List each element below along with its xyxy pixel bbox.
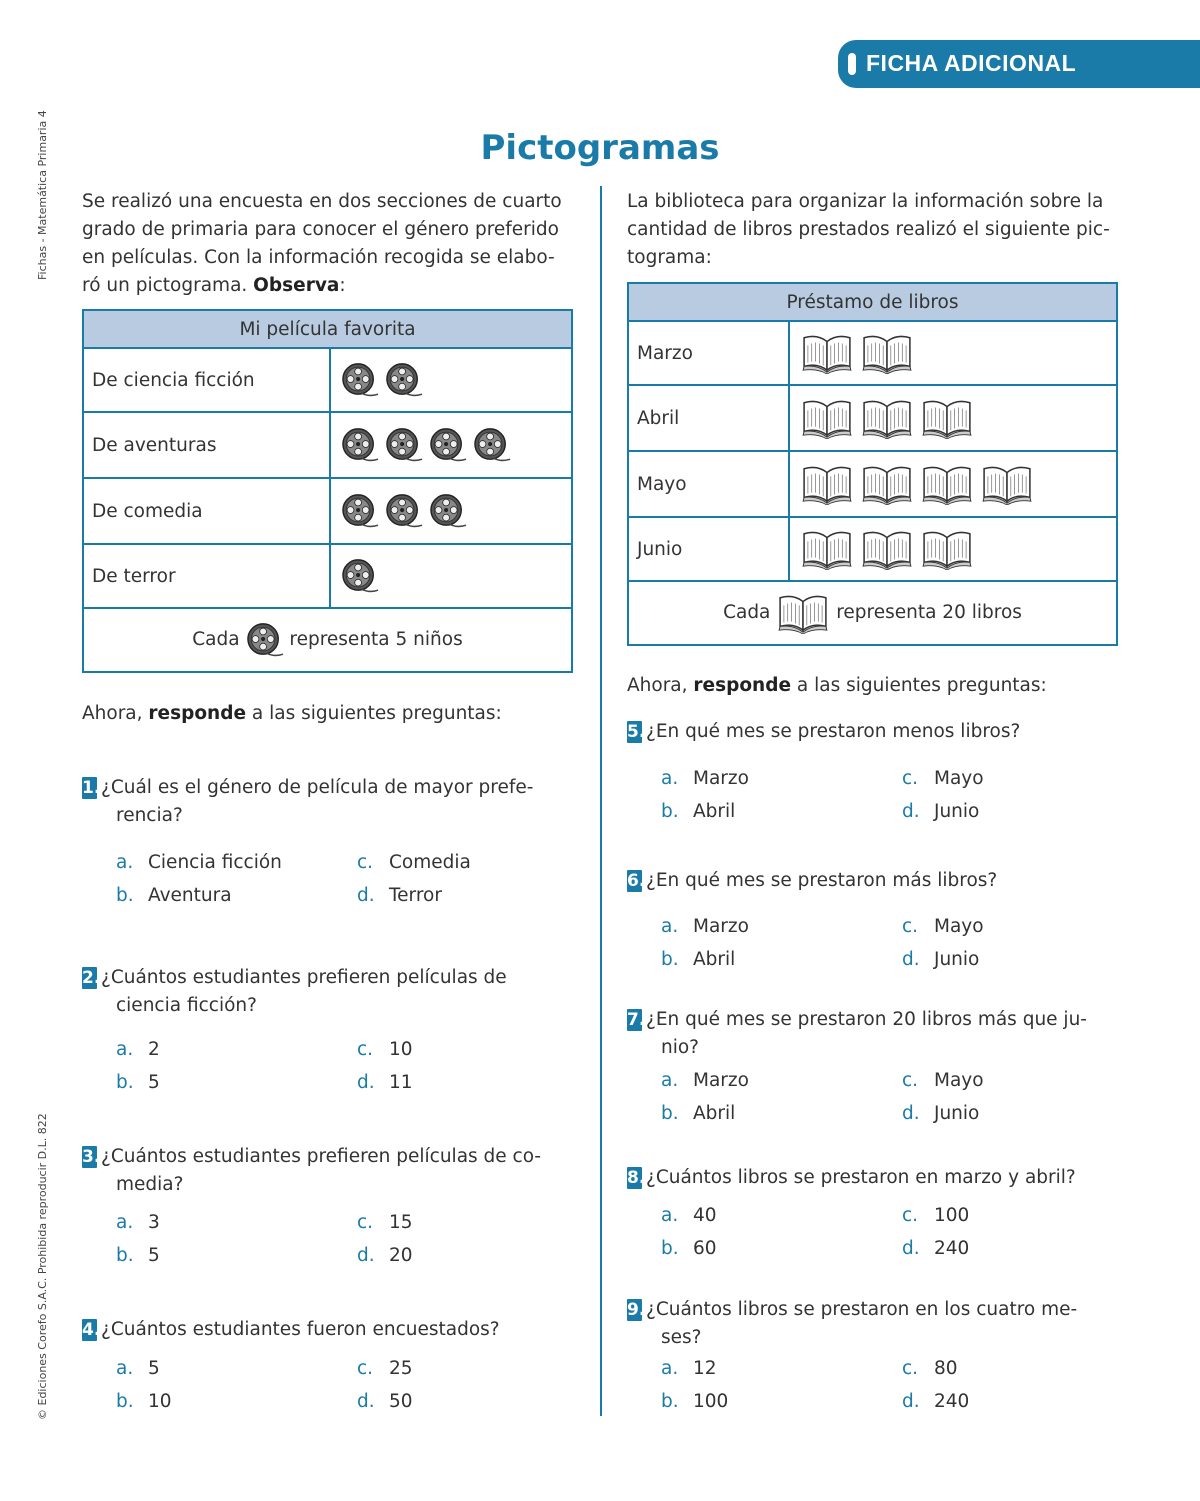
answer-option[interactable] — [902, 1103, 979, 1124]
movie-icons — [341, 427, 570, 463]
option-letter: d. — [357, 1245, 375, 1266]
books-table-title: Préstamo de libros — [628, 283, 1117, 321]
right-intro — [627, 188, 1117, 272]
observa-label: Observa — [253, 275, 340, 296]
legend-post: representa 20 libros — [836, 602, 1022, 623]
books-pictogram-table — [627, 282, 1118, 646]
page-title: Pictogramas — [480, 128, 720, 168]
question-number: 9. — [627, 1300, 646, 1320]
option-text: Abril — [693, 801, 736, 822]
option-text: 11 — [389, 1072, 413, 1093]
table-row-label: De ciencia ficción — [83, 348, 330, 412]
option-letter: a. — [661, 1358, 679, 1379]
left-intro — [82, 188, 572, 300]
option-text: 2 — [148, 1039, 160, 1060]
question — [82, 964, 572, 1020]
question-text: ¿Cuál es el género de película de mayor prefe- — [101, 777, 534, 798]
answer-option[interactable] — [116, 1245, 160, 1266]
responde-text: responde — [693, 675, 792, 696]
question-number: 1. — [82, 778, 101, 798]
open-book-icon — [860, 332, 914, 374]
left-intro-line: en películas. Con la información recogida se elabo- — [82, 247, 555, 268]
option-letter: a. — [661, 916, 679, 937]
open-book-icon — [800, 463, 854, 505]
option-letter: a. — [661, 1205, 679, 1226]
legend-post: representa 5 niños — [289, 629, 463, 650]
responde-text: responde — [148, 703, 247, 724]
book-icons — [800, 332, 1115, 374]
legend-pre: Cada — [192, 629, 240, 650]
answer-option[interactable] — [357, 885, 442, 906]
side-caption-bottom: © Ediciones Corefo S.A.C. Prohibida reproducir D.L. 822 — [36, 1113, 49, 1420]
option-text: 15 — [389, 1212, 413, 1233]
books-legend — [628, 581, 1117, 645]
answer-option[interactable] — [116, 1039, 160, 1060]
answer-option[interactable] — [116, 1072, 160, 1093]
option-text: Junio — [934, 1103, 980, 1124]
answer-option[interactable] — [661, 1103, 735, 1124]
question — [82, 1143, 572, 1199]
right-intro-line: La biblioteca para organizar la información sobre la — [627, 191, 1104, 212]
ahora-text: Ahora, — [627, 675, 688, 696]
option-text: 10 — [389, 1039, 413, 1060]
open-book-icon — [800, 528, 854, 570]
option-letter: c. — [357, 1212, 374, 1233]
colon: : — [339, 275, 346, 296]
option-letter: d. — [902, 1103, 920, 1124]
option-text: Aventura — [148, 885, 232, 906]
film-reel-icon — [429, 427, 467, 463]
answer-option[interactable] — [902, 768, 984, 789]
option-letter: b. — [661, 1391, 679, 1412]
answer-option[interactable] — [357, 1212, 413, 1233]
option-letter: a. — [661, 1070, 679, 1091]
answer-option[interactable] — [661, 1358, 717, 1379]
question-text: ¿Cuántos libros se prestaron en marzo y abril? — [646, 1167, 1076, 1188]
option-letter: d. — [902, 801, 920, 822]
open-book-icon — [860, 463, 914, 505]
right-intro-line: cantidad de libros prestados realizó el siguiente pic- — [627, 219, 1110, 240]
question — [627, 867, 1117, 895]
option-text: Junio — [934, 801, 980, 822]
answer-option[interactable] — [902, 916, 984, 937]
option-letter: c. — [357, 1358, 374, 1379]
option-text: 3 — [148, 1212, 160, 1233]
right-intro-line: tograma: — [627, 247, 712, 268]
question — [82, 774, 572, 830]
answer-option[interactable] — [902, 1358, 958, 1379]
option-letter: b. — [661, 801, 679, 822]
option-letter: b. — [116, 1072, 134, 1093]
film-reel-icon — [429, 493, 467, 529]
table-row-label: De comedia — [83, 478, 330, 544]
answer-option[interactable] — [357, 1358, 413, 1379]
question-text: ¿Cuántos estudiantes fueron encuestados? — [101, 1319, 500, 1340]
option-letter: c. — [902, 1358, 919, 1379]
option-letter: b. — [116, 885, 134, 906]
question-text-cont: ciencia ficción? — [116, 995, 257, 1016]
option-letter: d. — [902, 949, 920, 970]
open-book-icon — [920, 463, 974, 505]
table-row-label: Junio — [628, 517, 789, 581]
answer-option[interactable] — [902, 1238, 969, 1259]
question-text-cont: rencia? — [116, 805, 183, 826]
option-letter: c. — [902, 1205, 919, 1226]
left-intro-line: ró un pictograma. — [82, 275, 248, 296]
option-text: 240 — [934, 1238, 970, 1259]
film-reel-icon — [341, 558, 379, 594]
option-text: 10 — [148, 1391, 172, 1412]
answer-option[interactable] — [357, 1391, 413, 1412]
table-row-label: De aventuras — [83, 412, 330, 478]
option-letter: b. — [661, 949, 679, 970]
movie-icons — [341, 558, 570, 594]
option-text: Marzo — [693, 768, 749, 789]
answer-option[interactable] — [116, 1391, 172, 1412]
option-text: Abril — [693, 1103, 736, 1124]
question-text: ¿En qué mes se prestaron más libros? — [646, 870, 998, 891]
column-divider — [600, 186, 602, 1416]
answer-option[interactable] — [661, 916, 749, 937]
right-instructions — [627, 675, 1047, 696]
answer-option[interactable] — [661, 768, 749, 789]
option-letter: c. — [902, 768, 919, 789]
film-reel-icon — [385, 362, 423, 398]
answer-option[interactable] — [902, 1205, 969, 1226]
option-letter: a. — [116, 1358, 134, 1379]
question-number: 8. — [627, 1168, 646, 1188]
option-letter: a. — [116, 1039, 134, 1060]
ahora-text: Ahora, — [82, 703, 143, 724]
option-letter: b. — [661, 1103, 679, 1124]
movie-table-title: Mi película favorita — [83, 310, 572, 348]
option-letter: c. — [902, 916, 919, 937]
option-text: 5 — [148, 1245, 160, 1266]
question-text: ¿En qué mes se prestaron menos libros? — [646, 721, 1021, 742]
movie-legend — [83, 608, 572, 672]
option-text: 25 — [389, 1358, 413, 1379]
film-reel-icon — [385, 493, 423, 529]
answer-option[interactable] — [116, 852, 282, 873]
open-book-icon — [920, 397, 974, 439]
answer-option[interactable] — [902, 949, 979, 970]
option-text: 20 — [389, 1245, 413, 1266]
option-letter: c. — [357, 1039, 374, 1060]
question — [627, 1296, 1117, 1352]
answer-option[interactable] — [661, 801, 735, 822]
question-text: ¿Cuántos estudiantes prefieren películas de — [101, 967, 507, 988]
option-text: 5 — [148, 1072, 160, 1093]
side-caption-top: Fichas - Matemática Primaria 4 — [36, 110, 49, 280]
option-text: Ciencia ficción — [148, 852, 282, 873]
answer-option[interactable] — [661, 1238, 717, 1259]
open-book-icon — [980, 463, 1034, 505]
open-book-icon — [800, 332, 854, 374]
option-letter: d. — [357, 885, 375, 906]
option-text: 12 — [693, 1358, 717, 1379]
option-letter: d. — [357, 1391, 375, 1412]
option-text: 100 — [693, 1391, 729, 1412]
ahora-post-text: a las siguientes preguntas: — [796, 675, 1047, 696]
option-letter: c. — [357, 852, 374, 873]
answer-option[interactable] — [357, 1072, 413, 1093]
answer-option[interactable] — [902, 1070, 984, 1091]
open-book-icon — [920, 528, 974, 570]
answer-option[interactable] — [116, 1212, 160, 1233]
option-text: Mayo — [934, 768, 984, 789]
open-book-icon — [860, 528, 914, 570]
movie-icons — [341, 493, 570, 529]
option-text: 100 — [934, 1205, 970, 1226]
option-letter: c. — [902, 1070, 919, 1091]
answer-option[interactable] — [116, 885, 232, 906]
film-reel-icon — [246, 622, 284, 658]
answer-option[interactable] — [357, 1039, 413, 1060]
option-text: Mayo — [934, 916, 984, 937]
question-number: 2. — [82, 968, 101, 988]
film-reel-icon — [341, 493, 379, 529]
question — [627, 1164, 1117, 1192]
option-letter: b. — [661, 1238, 679, 1259]
film-reel-icon — [341, 362, 379, 398]
question-text-cont: nio? — [661, 1037, 700, 1058]
movie-icons — [341, 362, 570, 398]
question-number: 7. — [627, 1010, 646, 1030]
option-text: Terror — [389, 885, 442, 906]
answer-option[interactable] — [357, 1245, 413, 1266]
legend-pre: Cada — [723, 602, 771, 623]
option-text: 240 — [934, 1391, 970, 1412]
answer-option[interactable] — [902, 801, 979, 822]
open-book-icon — [776, 592, 830, 634]
option-letter: d. — [357, 1072, 375, 1093]
section-banner — [838, 40, 1200, 88]
open-book-icon — [800, 397, 854, 439]
option-text: Mayo — [934, 1070, 984, 1091]
question-text-cont: ses? — [661, 1327, 702, 1348]
question — [82, 1316, 572, 1344]
answer-option[interactable] — [661, 1205, 717, 1226]
question-number: 3. — [82, 1147, 101, 1167]
left-intro-line: grado de primaria para conocer el género preferido — [82, 219, 559, 240]
option-text: Marzo — [693, 1070, 749, 1091]
question — [627, 1006, 1117, 1062]
option-letter: a. — [116, 1212, 134, 1233]
question — [627, 718, 1117, 746]
movie-pictogram-table — [82, 309, 573, 673]
answer-option[interactable] — [661, 1070, 749, 1091]
option-text: 50 — [389, 1391, 413, 1412]
question-text: ¿En qué mes se prestaron 20 libros más que ju- — [646, 1009, 1087, 1030]
option-text: Abril — [693, 949, 736, 970]
banner-label: FICHA ADICIONAL — [866, 50, 1077, 76]
answer-option[interactable] — [661, 1391, 728, 1412]
answer-option[interactable] — [902, 1391, 969, 1412]
left-intro-line: Se realizó una encuesta en dos secciones de cuarto — [82, 191, 562, 212]
film-reel-icon — [473, 427, 511, 463]
book-icons — [800, 463, 1115, 505]
book-icons — [800, 397, 1115, 439]
table-row-label: Abril — [628, 385, 789, 451]
option-text: Marzo — [693, 916, 749, 937]
option-letter: a. — [661, 768, 679, 789]
option-text: Junio — [934, 949, 980, 970]
film-reel-icon — [385, 427, 423, 463]
option-letter: a. — [116, 852, 134, 873]
question-text: ¿Cuántos estudiantes prefieren películas de co- — [101, 1146, 542, 1167]
book-icons — [800, 528, 1115, 570]
table-row-label: Mayo — [628, 451, 789, 517]
left-instructions — [82, 703, 502, 724]
question-text-cont: media? — [116, 1174, 184, 1195]
option-letter: b. — [116, 1245, 134, 1266]
table-row-label: Marzo — [628, 321, 789, 385]
option-text: Comedia — [389, 852, 471, 873]
option-letter: b. — [116, 1391, 134, 1412]
option-text: 60 — [693, 1238, 717, 1259]
table-row-label: De terror — [83, 544, 330, 608]
banner-pill-icon — [848, 53, 856, 75]
answer-option[interactable] — [116, 1358, 160, 1379]
option-text: 80 — [934, 1358, 958, 1379]
question-text: ¿Cuántos libros se prestaron en los cuatro me- — [646, 1299, 1078, 1320]
answer-option[interactable] — [661, 949, 735, 970]
question-number: 5. — [627, 722, 646, 742]
answer-option[interactable] — [357, 852, 471, 873]
option-letter: d. — [902, 1238, 920, 1259]
option-text: 40 — [693, 1205, 717, 1226]
question-number: 4. — [82, 1320, 101, 1340]
film-reel-icon — [341, 427, 379, 463]
option-letter: d. — [902, 1391, 920, 1412]
question-number: 6. — [627, 871, 646, 891]
option-text: 5 — [148, 1358, 160, 1379]
open-book-icon — [860, 397, 914, 439]
ahora-post-text: a las siguientes preguntas: — [251, 703, 502, 724]
